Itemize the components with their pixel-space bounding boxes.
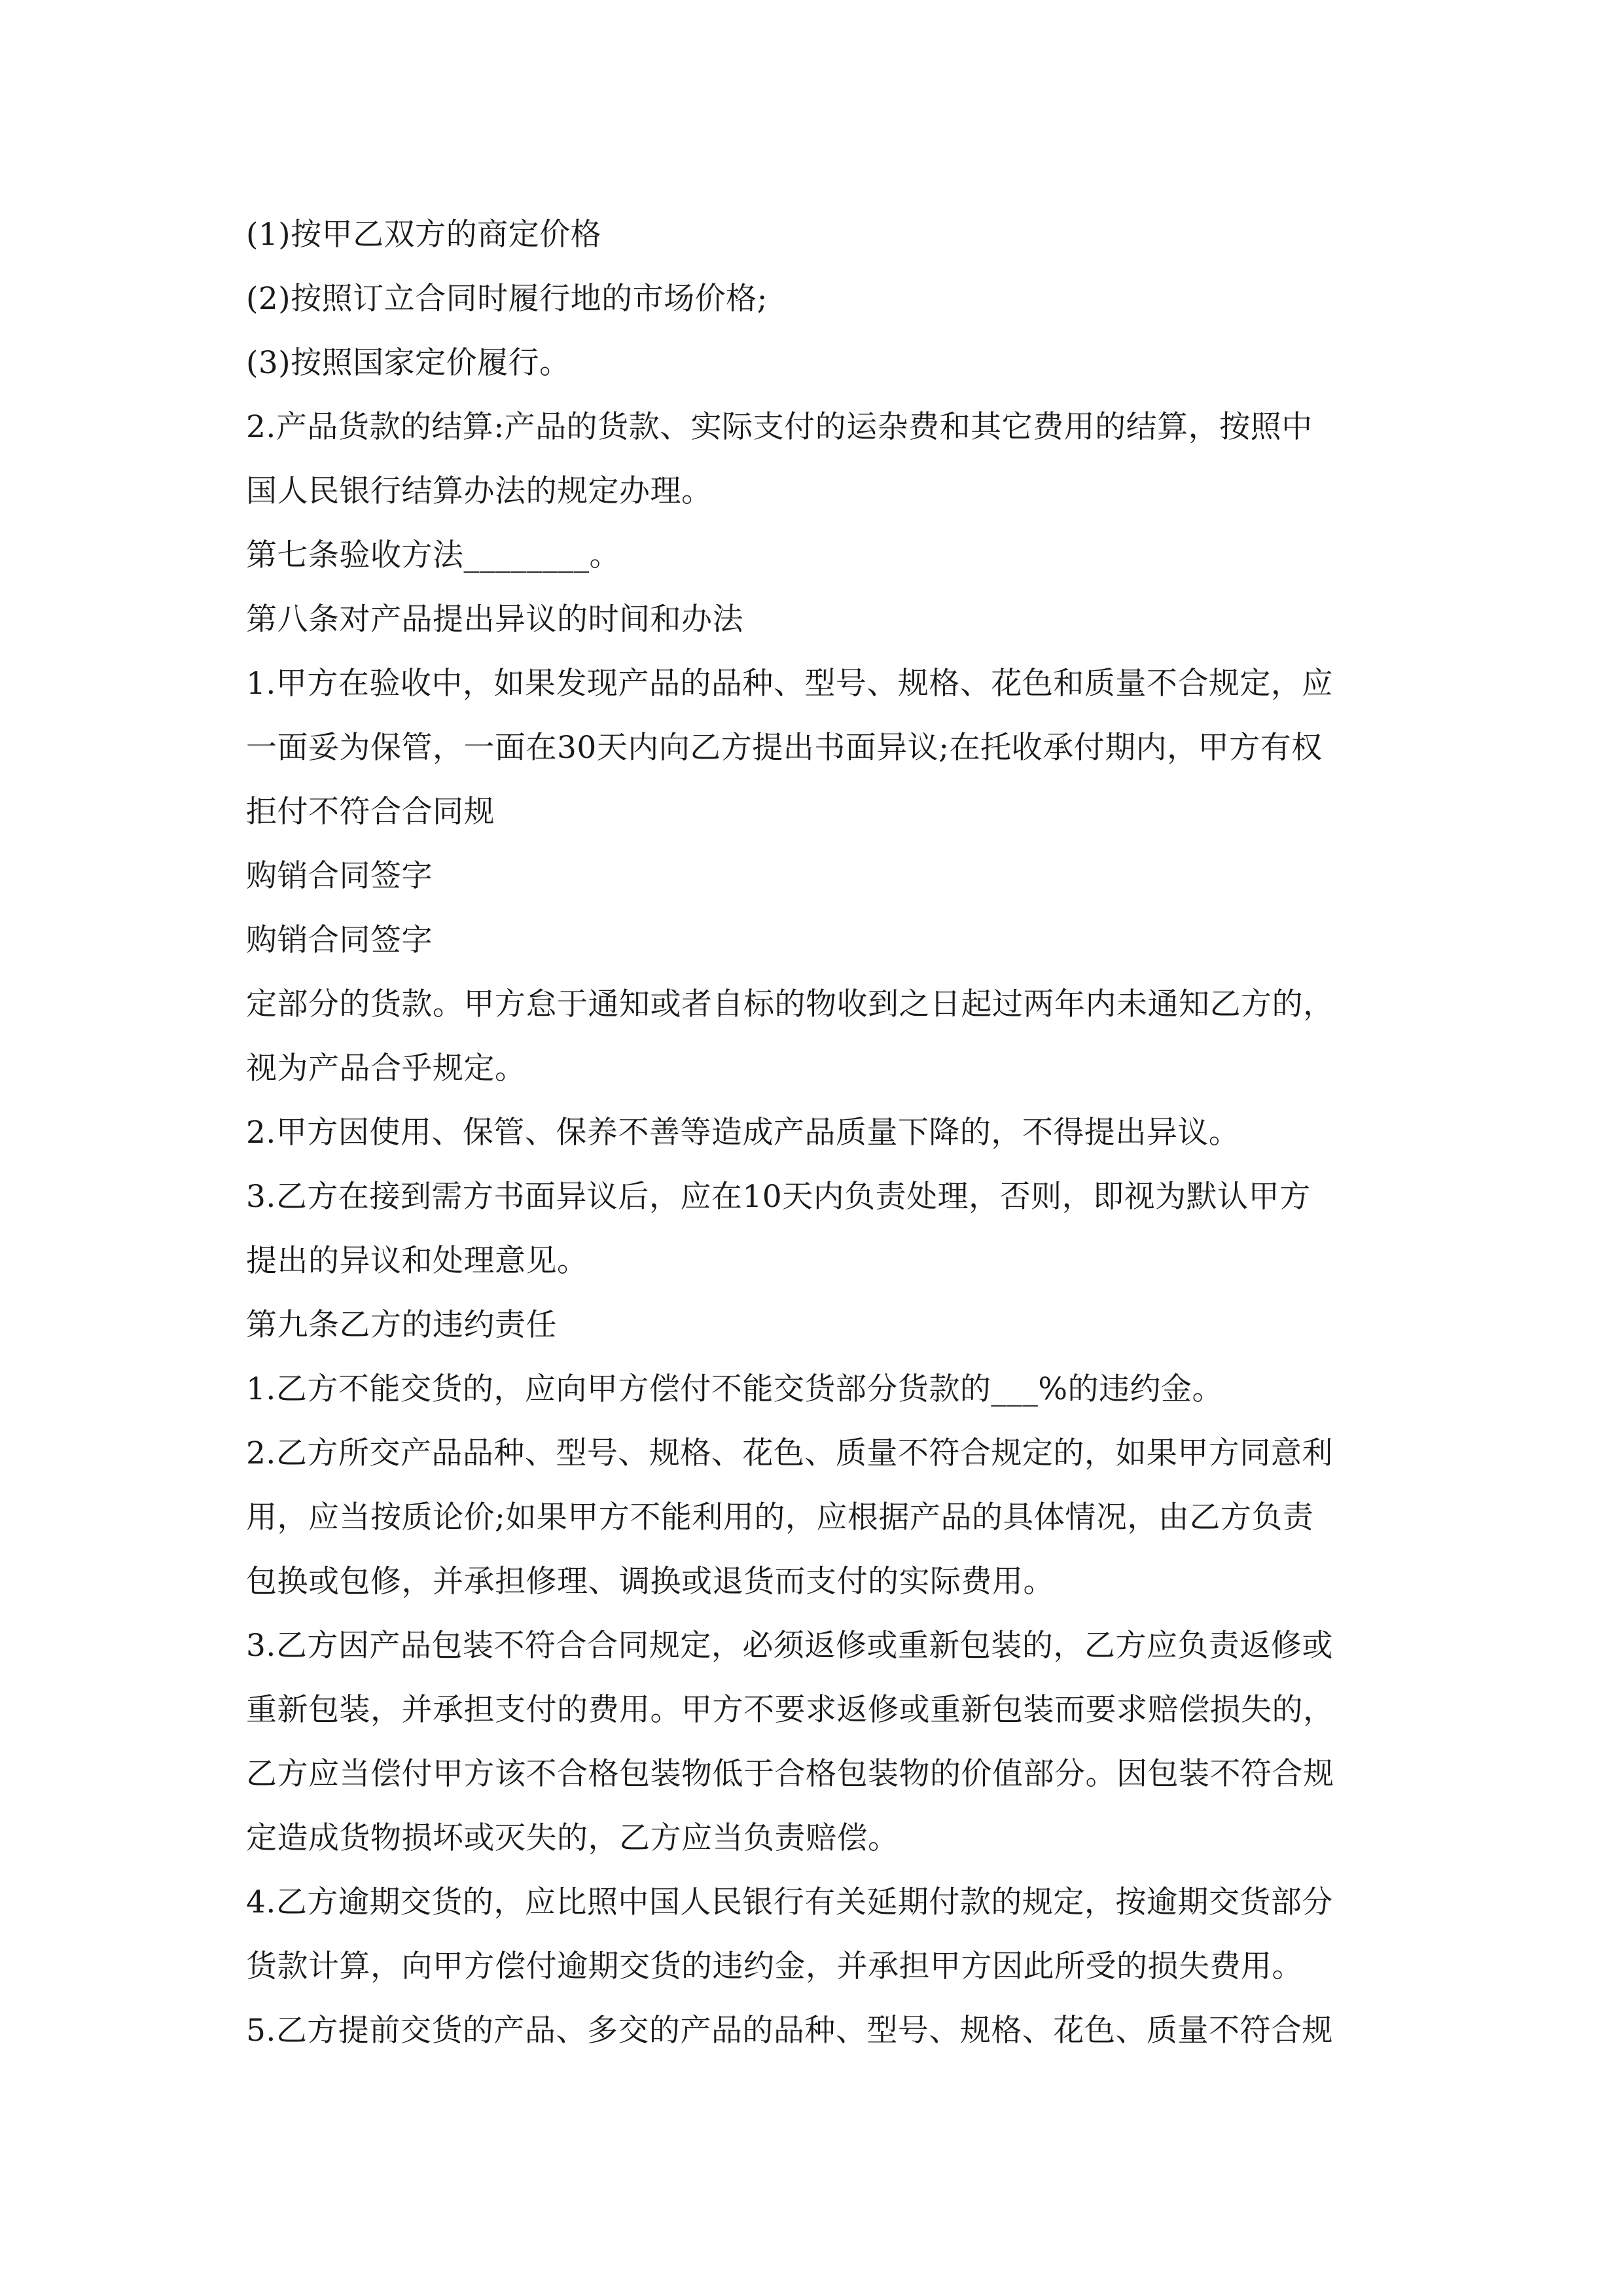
text-line-penalty-3b: 重新包装，并承担支付的费用。甲方不要求返修或重新包装而要求赔偿损失的， <box>246 1692 1334 1728</box>
text-line-penalty-3c: 乙方应当偿付甲方该不合格包装物低于合格包装物的价值部分。因包装不符合规 <box>246 1756 1334 1792</box>
text-line-penalty-3a: 3.乙方因产品包装不符合合同规定，必须返修或重新包装的，乙方应负责返修或 <box>246 1628 1333 1664</box>
article-8-heading: 第八条对产品提出异议的时间和办法 <box>246 601 743 637</box>
text-line-objection-2: 一面妥为保管，一面在30天内向乙方提出书面异议;在托收承付期内，甲方有权 <box>246 730 1323 766</box>
text-line-penalty-4a: 4.乙方逾期交货的，应比照中国人民银行有关延期付款的规定，按逾期交货部分 <box>246 1884 1333 1920</box>
text-line-penalty-4b: 货款计算，向甲方偿付逾期交货的违约金，并承担甲方因此所受的损失费用。 <box>246 1948 1303 1984</box>
inserted-label-1: 购销合同签字 <box>246 858 433 894</box>
text-line-price-market: (2)按照订立合同时履行地的市场价格; <box>246 281 768 317</box>
article-9-heading: 第九条乙方的违约责任 <box>246 1307 557 1343</box>
text-line-penalty-1: 1.乙方不能交货的，应向甲方偿付不能交货部分货款的___%的违约金。 <box>246 1371 1224 1407</box>
text-line-handling-1: 3.乙方在接到需方书面异议后，应在10天内负责处理，否则，即视为默认甲方 <box>246 1179 1311 1215</box>
text-line-quality-decline: 2.甲方因使用、保管、保养不善等造成产品质量下降的，不得提出异议。 <box>246 1115 1240 1151</box>
text-line-settlement-2: 国人民银行结算办法的规定办理。 <box>246 473 713 509</box>
text-line-objection-3: 拒付不符合合同规 <box>246 794 495 830</box>
text-line-price-state: (3)按照国家定价履行。 <box>246 345 571 381</box>
text-line-penalty-2a: 2.乙方所交产品品种、型号、规格、花色、质量不符合规定的，如果甲方同意利 <box>246 1435 1333 1471</box>
text-line-handling-2: 提出的异议和处理意见。 <box>246 1243 588 1279</box>
text-line-objection-5: 视为产品合乎规定。 <box>246 1050 526 1086</box>
text-line-objection-1: 1.甲方在验收中，如果发现产品的品种、型号、规格、花色和质量不合规定，应 <box>246 666 1333 702</box>
text-line-objection-4: 定部分的货款。甲方怠于通知或者自标的物收到之日起过两年内未通知乙方的， <box>246 986 1334 1022</box>
text-line-penalty-5a: 5.乙方提前交货的产品、多交的产品的品种、型号、规格、花色、质量不符合规 <box>246 2013 1333 2049</box>
text-line-settlement-1: 2.产品货款的结算:产品的货款、实际支付的运杂费和其它费用的结算，按照中 <box>246 409 1313 445</box>
text-line-penalty-2c: 包换或包修，并承担修理、调换或退货而支付的实际费用。 <box>246 1564 1054 1600</box>
text-line-price-negotiated: (1)按甲乙双方的商定价格 <box>246 217 602 253</box>
text-line-penalty-2b: 用，应当按质论价;如果甲方不能利用的，应根据产品的具体情况，由乙方负责 <box>246 1499 1314 1535</box>
inserted-label-2: 购销合同签字 <box>246 922 433 958</box>
text-line-penalty-3d: 定造成货物损坏或灭失的，乙方应当负责赔偿。 <box>246 1820 899 1856</box>
article-7-heading: 第七条验收方法________。 <box>246 537 620 573</box>
document-body <box>246 203 1378 2063</box>
